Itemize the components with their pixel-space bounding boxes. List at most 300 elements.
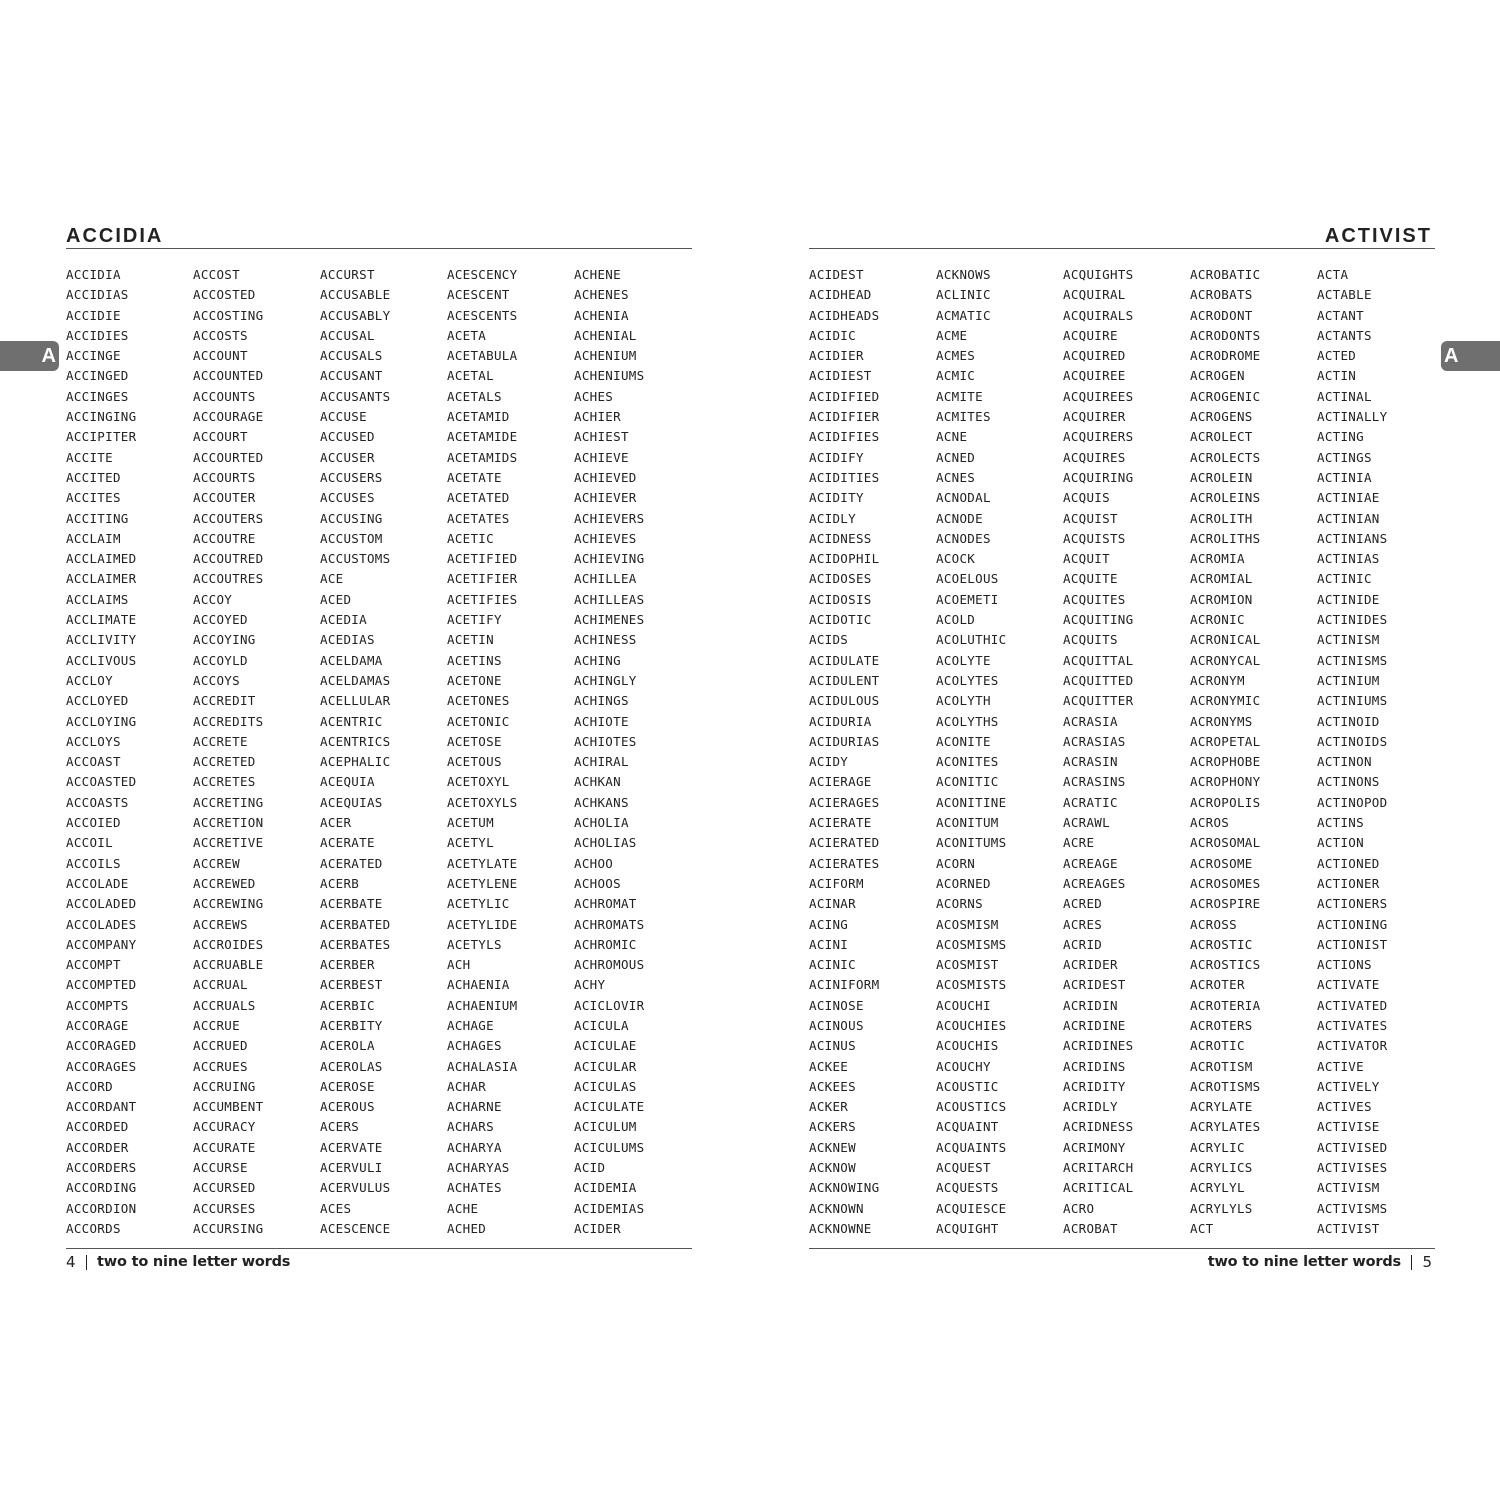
word-entry: ACONITES	[936, 754, 999, 770]
word-entry: ACETAMID	[447, 409, 510, 425]
word-entry: ACHINGS	[574, 693, 629, 709]
word-entry: ACCRETED	[193, 754, 256, 770]
word-entry: ACOLYTHS	[936, 713, 999, 729]
word-column	[320, 265, 447, 1245]
word-entry: ACHALASIA	[447, 1058, 518, 1074]
word-entry: ACRAWL	[1063, 815, 1110, 831]
word-entry: ACCOMPANY	[66, 936, 137, 952]
page-footer	[1208, 1251, 1432, 1273]
guide-word: ACCIDIA	[66, 225, 164, 247]
word-entry: ACIDIC	[809, 327, 856, 343]
word-entry: ACIDULENT	[809, 672, 880, 688]
word-entry: ACRIDINS	[1063, 1058, 1126, 1074]
word-entry: ACETAL	[447, 368, 494, 384]
word-entry: ACHIEVING	[574, 551, 645, 567]
word-entry: ACCOLADE	[66, 875, 129, 891]
word-entry: ACIERAGES	[809, 794, 880, 810]
word-entry: ACCORDS	[66, 1220, 121, 1236]
word-entry: ACCOUTERS	[193, 510, 264, 526]
word-entry: ACROSTIC	[1190, 936, 1253, 952]
word-entry: ACROSOMES	[1190, 875, 1261, 891]
word-entry: ACHINESS	[574, 632, 637, 648]
word-entry: ACMATIC	[936, 307, 991, 323]
word-entry: ACHING	[574, 652, 621, 668]
footer-title: two to nine letter words	[97, 1254, 291, 1270]
word-entry: ACTINIAS	[1317, 551, 1380, 567]
word-entry: ACHILLEAS	[574, 591, 645, 607]
word-entry: ACHIOTES	[574, 733, 637, 749]
word-entry: ACERBATES	[320, 936, 391, 952]
word-entry: ACCOMPTED	[66, 977, 137, 993]
word-entry: ACRONYCAL	[1190, 652, 1261, 668]
word-entry: ACCUSE	[320, 409, 367, 425]
word-entry: ACCINGING	[66, 409, 137, 425]
word-entry: ACINUS	[809, 1038, 856, 1054]
word-entry: ACETONES	[447, 693, 510, 709]
word-entry: ACROMIA	[1190, 551, 1245, 567]
word-entry: ACRONYM	[1190, 672, 1245, 688]
word-entry: ACCINGES	[66, 388, 129, 404]
word-entry: ACELLULAR	[320, 693, 391, 709]
word-entry: ACTIVE	[1317, 1058, 1364, 1074]
word-entry: ACHIEVED	[574, 469, 637, 485]
word-entry: ACQUIESCE	[936, 1200, 1007, 1216]
word-entry: ACCURSED	[193, 1180, 256, 1196]
word-entry: ACCRUE	[193, 1017, 240, 1033]
word-entry: ACOSMIST	[936, 957, 999, 973]
word-entry: ACTED	[1317, 348, 1357, 364]
word-entry: ACRASINS	[1063, 774, 1126, 790]
word-entry: ACRODONT	[1190, 307, 1253, 323]
word-column	[447, 265, 574, 1245]
word-entry: ACICULAR	[574, 1058, 637, 1074]
word-entry: ACHROMAT	[574, 896, 637, 912]
word-entry: ACIERATED	[809, 835, 880, 851]
word-entry: ACQUITE	[1063, 571, 1118, 587]
word-entry: ACMITE	[936, 388, 983, 404]
word-entry: ACHROMOUS	[574, 957, 645, 973]
word-entry: ACREAGE	[1063, 855, 1118, 871]
word-entry: ACIDIER	[809, 348, 864, 364]
word-entry: ACCOST	[193, 267, 240, 282]
word-entry: ACCOILS	[66, 855, 121, 871]
word-entry: ACTIVISED	[1317, 1139, 1388, 1155]
word-entry: ACCRUABLE	[193, 957, 264, 973]
word-entry: ACESCENT	[447, 287, 510, 303]
word-entry: ACIDIFIES	[809, 429, 880, 445]
word-entry: ACETONIC	[447, 713, 510, 729]
word-entry: ACCOSTING	[193, 307, 264, 323]
word-entry: ACETAMIDE	[447, 429, 518, 445]
word-entry: ACOLYTH	[936, 693, 991, 709]
word-entry: ACTANT	[1317, 307, 1364, 323]
word-entry: ACTANTS	[1317, 327, 1372, 343]
word-entry: ACENTRICS	[320, 733, 391, 749]
word-entry: ACRIDNESS	[1063, 1119, 1134, 1135]
word-entry: ACEROSE	[320, 1078, 375, 1094]
word-entry: ACTIVATES	[1317, 1017, 1388, 1033]
word-entry: ACRASIAS	[1063, 733, 1126, 749]
word-entry: ACHARNE	[447, 1099, 502, 1115]
word-entry: ACCOLADES	[66, 916, 137, 932]
word-entry: ACERBITY	[320, 1017, 383, 1033]
word-entry: ACEDIA	[320, 612, 367, 628]
word-entry: ACRO	[1063, 1200, 1095, 1216]
word-entry: ACETYLIC	[447, 896, 510, 912]
word-entry: ACCITE	[66, 449, 113, 465]
word-entry: ACQUIRE	[1063, 327, 1118, 343]
word-entry: ACCURACY	[193, 1119, 256, 1135]
word-entry: ACRID	[1063, 936, 1103, 952]
word-entry: ACCOUTRE	[193, 530, 256, 546]
word-entry: ACIDY	[809, 754, 849, 770]
word-entry: ACTINIUM	[1317, 672, 1380, 688]
word-entry: ACCORDING	[66, 1180, 137, 1196]
word-entry: ACCURSES	[193, 1200, 256, 1216]
word-entry: ACHIMENES	[574, 612, 645, 628]
word-entry: ACTINIANS	[1317, 530, 1388, 546]
word-entry: ACCLAIM	[66, 530, 121, 546]
word-entry: ACCLIVOUS	[66, 652, 137, 668]
word-entry: ACERBEST	[320, 977, 383, 993]
word-entry: ACIDURIA	[809, 713, 872, 729]
word-entry: ACETALS	[447, 388, 502, 404]
word-entry: ACTIVIST	[1317, 1220, 1380, 1236]
word-entry: ACCURSE	[193, 1160, 248, 1176]
word-entry: ACTIVATE	[1317, 977, 1380, 993]
word-entry: ACROGENS	[1190, 409, 1253, 425]
word-entry: ACINAR	[809, 896, 856, 912]
word-entry: ACKNOW	[809, 1160, 856, 1176]
word-entry: ACIDOPHIL	[809, 551, 880, 567]
word-entry: ACQUIRES	[1063, 449, 1126, 465]
word-entry: ACROMIAL	[1190, 571, 1253, 587]
word-entry: ACHY	[574, 977, 606, 993]
word-entry: ACQUIREES	[1063, 388, 1134, 404]
word-entry: ACHIEVES	[574, 530, 637, 546]
word-entry: ACTINIAN	[1317, 510, 1380, 526]
word-entry: ACNED	[936, 449, 976, 465]
word-entry: ACRIDIN	[1063, 997, 1118, 1013]
word-entry: ACCLAIMED	[66, 551, 137, 567]
word-entry: ACCOUTRED	[193, 551, 264, 567]
word-entry: ACCIDIAS	[66, 287, 129, 303]
word-entry: ACIDHEADS	[809, 307, 880, 323]
word-entry: ACERATE	[320, 835, 375, 851]
word-entry: ACONITUM	[936, 815, 999, 831]
word-entry: ACETOXYL	[447, 774, 510, 790]
word-entry: ACHROMATS	[574, 916, 645, 932]
word-entry: ACCOASTED	[66, 774, 137, 790]
word-entry: ACQUITES	[1063, 591, 1126, 607]
word-entry: ACROSS	[1190, 916, 1237, 932]
word-entry: ACHENIUMS	[574, 368, 645, 384]
word-entry: ACIDOSIS	[809, 591, 872, 607]
word-entry: ACTIVISMS	[1317, 1200, 1388, 1216]
word-entry: ACTINIUMS	[1317, 693, 1388, 709]
word-entry: ACCIPITER	[66, 429, 137, 445]
word-entry: ACERVATE	[320, 1139, 383, 1155]
word-entry: ACHIRAL	[574, 754, 629, 770]
footer-separator	[1411, 1255, 1413, 1270]
word-entry: ACEROUS	[320, 1099, 375, 1115]
word-entry: ACCOMPT	[66, 957, 121, 973]
word-entry: ACQUIREE	[1063, 368, 1126, 384]
word-entry: ACOUCHIS	[936, 1038, 999, 1054]
word-entry: ACETIFIER	[447, 571, 518, 587]
word-entry: ACLINIC	[936, 287, 991, 303]
word-entry: ACCUSERS	[320, 469, 383, 485]
word-entry: ACCOYED	[193, 612, 248, 628]
word-column	[1317, 265, 1444, 1245]
word-entry: ACTINOID	[1317, 713, 1380, 729]
word-entry: ACNODAL	[936, 490, 991, 506]
word-entry: ACROTISM	[1190, 1058, 1253, 1074]
word-entry: ACQUIRERS	[1063, 429, 1134, 445]
word-entry: ACCOYLD	[193, 652, 248, 668]
word-entry: ACCUSANTS	[320, 388, 391, 404]
word-entry: ACHKANS	[574, 794, 629, 810]
word-entry: ACETOSE	[447, 733, 502, 749]
word-entry: ACHED	[447, 1220, 487, 1236]
word-entry: ACQUIT	[1063, 551, 1110, 567]
word-entry: ACMES	[936, 348, 976, 364]
word-entry: ACQUEST	[936, 1160, 991, 1176]
word-entry: ACHIEVERS	[574, 510, 645, 526]
word-entry: ACTIVISE	[1317, 1119, 1380, 1135]
word-entry: ACTINS	[1317, 815, 1364, 831]
word-entry: ACINI	[809, 936, 849, 952]
word-entry: ACEROLA	[320, 1038, 375, 1054]
word-entry: ACING	[809, 916, 849, 932]
word-entry: ACIERATE	[809, 815, 872, 831]
word-entry: ACTION	[1317, 835, 1364, 851]
word-entry: ACTIONING	[1317, 916, 1388, 932]
word-entry: ACICULUM	[574, 1119, 637, 1135]
word-entry: ACIDEMIAS	[574, 1200, 645, 1216]
word-entry: ACIDITIES	[809, 469, 880, 485]
word-entry: ACICULA	[574, 1017, 629, 1033]
word-entry: ACONITIC	[936, 774, 999, 790]
word-entry: ACRONIC	[1190, 612, 1245, 628]
word-entry: ACKNOWING	[809, 1180, 880, 1196]
word-entry: ACCORDERS	[66, 1160, 137, 1176]
word-entry: ACTIVES	[1317, 1099, 1372, 1115]
word-entry: ACCITED	[66, 469, 121, 485]
word-entry: ACCUSABLY	[320, 307, 391, 323]
word-entry: ACETAMIDS	[447, 449, 518, 465]
word-entry: ACRONYMIC	[1190, 693, 1261, 709]
word-entry: ACERVULUS	[320, 1180, 391, 1196]
word-entry: ACTINISM	[1317, 632, 1380, 648]
word-entry: ACCITING	[66, 510, 129, 526]
word-entry: ACKER	[809, 1099, 849, 1115]
word-entry: ACCURST	[320, 267, 375, 282]
guide-word: ACTIVIST	[1324, 225, 1432, 247]
word-entry: ACRIDINES	[1063, 1038, 1134, 1054]
word-entry: ACKEES	[809, 1078, 856, 1094]
word-entry: ACCIDIA	[66, 267, 121, 282]
word-entry: ACHE	[447, 1200, 479, 1216]
word-entry: ACCLOYING	[66, 713, 137, 729]
word-entry: ACCORAGED	[66, 1038, 137, 1054]
word-entry: ACKNOWNE	[809, 1220, 872, 1236]
word-entry: ACCOURTS	[193, 469, 256, 485]
page-number: 4	[66, 1253, 76, 1271]
word-entry: ACROTER	[1190, 977, 1245, 993]
word-entry: ACROTISMS	[1190, 1078, 1261, 1094]
word-entry: ACKEE	[809, 1058, 849, 1074]
word-entry: ACKERS	[809, 1119, 856, 1135]
word-entry: ACETOXYLS	[447, 794, 518, 810]
word-entry: ACERVULI	[320, 1160, 383, 1176]
thumb-index-tab	[1441, 341, 1500, 371]
word-entry: ACNODES	[936, 530, 991, 546]
word-entry: ACRODONTS	[1190, 327, 1261, 343]
word-entry: ACOUCHIES	[936, 1017, 1007, 1033]
word-entry: ACETYLATE	[447, 855, 518, 871]
word-entry: ACOCK	[936, 551, 976, 567]
word-entry: ACTINOIDS	[1317, 733, 1388, 749]
word-entry: ACCRETES	[193, 774, 256, 790]
word-entry: ACTA	[1317, 267, 1349, 282]
word-entry: ACCUSANT	[320, 368, 383, 384]
word-entry: ACIDOSES	[809, 571, 872, 587]
word-entry: ACIDEST	[809, 267, 864, 282]
word-entry: ACRIDEST	[1063, 977, 1126, 993]
word-entry: ACETIFIES	[447, 591, 518, 607]
word-entry: ACIERAGE	[809, 774, 872, 790]
word-column	[193, 265, 320, 1245]
word-entry: ACETONE	[447, 672, 502, 688]
word-entry: ACEDIAS	[320, 632, 375, 648]
word-entry: ACQUESTS	[936, 1180, 999, 1196]
word-entry: ACESCENCY	[447, 267, 518, 282]
page-number: 5	[1422, 1253, 1432, 1271]
word-entry: ACROTERS	[1190, 1017, 1253, 1033]
word-entry: ACRYLATES	[1190, 1119, 1261, 1135]
word-entry: ACHROMIC	[574, 936, 637, 952]
word-entry: ACQUITTER	[1063, 693, 1134, 709]
word-entry: ACCOMPTS	[66, 997, 129, 1013]
word-entry: ACCOAST	[66, 754, 121, 770]
word-entry: ACCLOY	[66, 672, 113, 688]
word-entry: ACETINS	[447, 652, 502, 668]
footer-rule	[66, 1248, 692, 1249]
word-entry: ACICULUMS	[574, 1139, 645, 1155]
word-entry: ACCLAIMER	[66, 571, 137, 587]
word-entry: ACQUITTED	[1063, 672, 1134, 688]
word-entry: ACT	[1190, 1220, 1214, 1236]
word-entry: ACCORDER	[66, 1139, 129, 1155]
word-entry: ACOLUTHIC	[936, 632, 1007, 648]
word-entry: ACCOIL	[66, 835, 113, 851]
word-entry: ACRYLYLS	[1190, 1200, 1253, 1216]
word-entry: ACOEMETI	[936, 591, 999, 607]
word-entry: ACETYLS	[447, 936, 502, 952]
word-entry: ACHENIA	[574, 307, 629, 323]
word-entry: ACERS	[320, 1119, 360, 1135]
word-entry: ACINIFORM	[809, 977, 880, 993]
word-entry: ACKNEW	[809, 1139, 856, 1155]
word-entry: ACQUITING	[1063, 612, 1134, 628]
word-entry: ACTINON	[1317, 754, 1372, 770]
word-entry: ACCRETING	[193, 794, 264, 810]
word-entry: ACHAENIUM	[447, 997, 518, 1013]
word-entry: ACTINALLY	[1317, 409, 1388, 425]
word-entry: ACICULAE	[574, 1038, 637, 1054]
word-entry: ACCORD	[66, 1078, 113, 1094]
word-entry: ACRASIN	[1063, 754, 1118, 770]
word-entry: ACE	[320, 571, 344, 587]
word-entry: ACORNS	[936, 896, 983, 912]
word-entry: ACNES	[936, 469, 976, 485]
word-entry: ACROLEINS	[1190, 490, 1261, 506]
word-entry: ACROTERIA	[1190, 997, 1261, 1013]
word-entry: ACER	[320, 815, 352, 831]
word-entry: ACOSMISTS	[936, 977, 1007, 993]
word-entry: ACCIDIES	[66, 327, 129, 343]
word-column	[574, 265, 701, 1245]
word-entry: ACQUIRER	[1063, 409, 1126, 425]
word-entry: ACEQUIA	[320, 774, 375, 790]
word-entry: ACETATES	[447, 510, 510, 526]
word-entry: ACHENIUM	[574, 348, 637, 364]
word-entry: ACCRETE	[193, 733, 248, 749]
word-entry: ACTIONS	[1317, 957, 1372, 973]
word-entry: ACONITINE	[936, 794, 1007, 810]
word-entry: ACTINOPOD	[1317, 794, 1388, 810]
word-entry: ACCOIED	[66, 815, 121, 831]
word-entry: ACETATE	[447, 469, 502, 485]
word-entry: ACTIVELY	[1317, 1078, 1380, 1094]
word-entry: ACROS	[1190, 815, 1230, 831]
word-entry: ACQUISTS	[1063, 530, 1126, 546]
word-entry: ACCLAIMS	[66, 591, 129, 607]
word-entry: ACQUIRING	[1063, 469, 1134, 485]
word-entry: ACROLECTS	[1190, 449, 1261, 465]
word-entry: ACHOLIA	[574, 815, 629, 831]
word-entry: ACINIC	[809, 957, 856, 973]
word-entry: ACIDNESS	[809, 530, 872, 546]
word-entry: ACCOUTRES	[193, 571, 264, 587]
word-column	[936, 265, 1063, 1245]
word-entry: ACQUAINTS	[936, 1139, 1007, 1155]
word-entry: ACHAGE	[447, 1017, 494, 1033]
word-entry: ACETYLENE	[447, 875, 518, 891]
word-entry: ACHOOS	[574, 875, 621, 891]
footer-title: two to nine letter words	[1207, 1254, 1401, 1270]
word-entry: ACETIFY	[447, 612, 502, 628]
word-entry: ACHARS	[447, 1119, 494, 1135]
word-entry: ACCRUES	[193, 1058, 248, 1074]
word-entry: ACROPHOBE	[1190, 754, 1261, 770]
word-entry: ACQUIST	[1063, 510, 1118, 526]
word-column	[809, 265, 936, 1245]
word-entry: ACROBATIC	[1190, 267, 1261, 282]
word-entry: ACROSOME	[1190, 855, 1253, 871]
word-entry: ACETYL	[447, 835, 494, 851]
word-entry: ACOUSTIC	[936, 1078, 999, 1094]
word-entry: ACROSTICS	[1190, 957, 1261, 973]
word-entry: ACRIDITY	[1063, 1078, 1126, 1094]
word-entry: ACICULATE	[574, 1099, 645, 1115]
word-entry: ACTINIAE	[1317, 490, 1380, 506]
word-entry: ACINOSE	[809, 997, 864, 1013]
word-entry: ACETATED	[447, 490, 510, 506]
word-entry: ACCLOYED	[66, 693, 129, 709]
header-rule	[66, 248, 692, 249]
